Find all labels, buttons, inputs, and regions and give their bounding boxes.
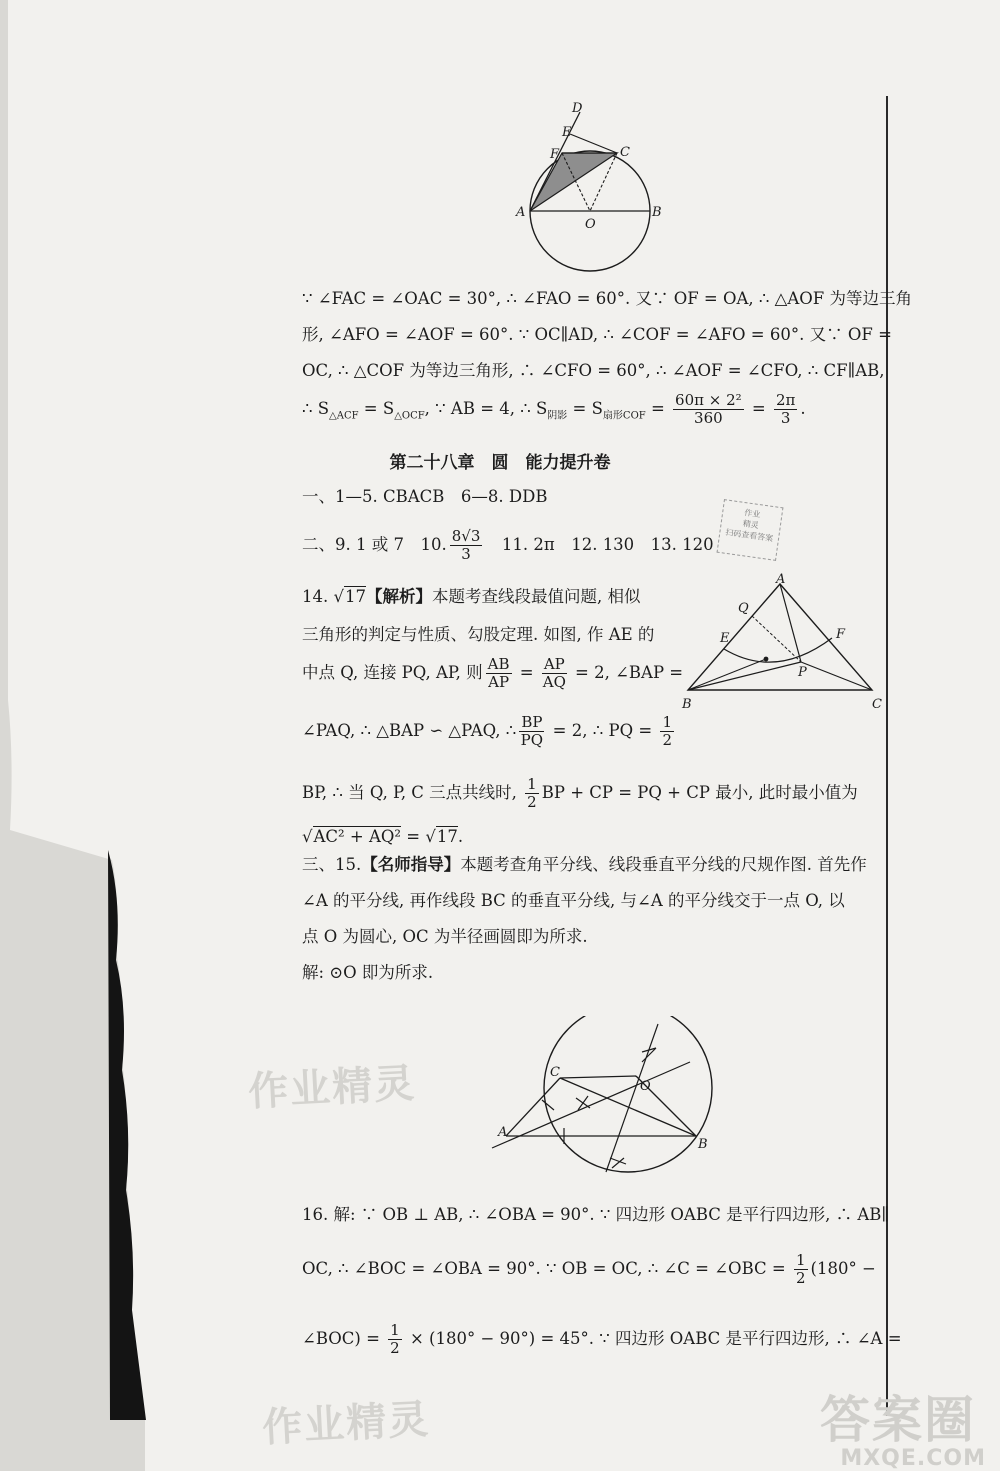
q15-line-1: 三、15.【名师指导】本题考查角平分线、线段垂直平分线的尺规作图. 首先作: [302, 855, 867, 874]
line-bp: [688, 662, 801, 690]
label-a: A: [498, 1125, 508, 1140]
fraction-sector: $\frac{\text{60π × 2²}}{360}$: [675, 391, 742, 427]
label-c: C: [872, 697, 882, 712]
label-c: C: [620, 145, 630, 160]
fraction-result: $\frac{2\pi}{3}$: [775, 391, 796, 427]
label-f: F: [550, 147, 560, 162]
watermark-zuoye-2: 作业精灵: [261, 1396, 432, 1452]
chapter-heading: 第二十八章 圆 能力提升卷: [389, 453, 611, 473]
label-o: O: [640, 1079, 651, 1094]
q14-line-2: 三角形的判定与性质、勾股定理. 如图, 作 AE 的: [302, 625, 655, 644]
label-e: E: [562, 125, 572, 140]
q15-line-2: ∠A 的平分线, 再作线段 BC 的垂直平分线, 与∠A 的平分线交于一点 O, 以: [302, 891, 845, 910]
line-b-mid: [688, 659, 766, 690]
label-b: B: [652, 205, 662, 220]
stamp-mark: 作业 精灵 扫码查看答案: [717, 499, 784, 561]
label-b: B: [698, 1137, 708, 1152]
section-1-answers: 一、1—5. CBACB 6—8. DDB: [302, 487, 548, 506]
figure-construction: [482, 1016, 722, 1188]
dashed-qp: [752, 616, 801, 662]
figure-triangle-arc: [676, 572, 886, 720]
p1-line-3: OC, ∴ △COF 为等边三角形, ∴ ∠CFO = 60°, ∴ ∠AOF = ∠CFO, ∴ CF∥AB,: [302, 361, 885, 380]
line-ce: [570, 134, 617, 153]
label-a: A: [516, 205, 526, 220]
arc-mark-bottom: [610, 1158, 626, 1168]
label-q: Q: [738, 601, 749, 616]
label-a: A: [776, 572, 786, 587]
line-ac: [506, 1078, 560, 1136]
q16-line-2: OC, ∴ ∠BOC = ∠OBA = 90°. ∵ OB = OC, ∴ ∠C = ∠OBC = $\frac{1}{2}$ (180° −: [302, 1251, 876, 1287]
label-f: F: [836, 627, 846, 642]
p1-line-1: ∵ ∠FAC = ∠OAC = 30°, ∴ ∠FAO = 60°. 又∵ OF = OA, ∴ △AOF 为等边三角: [302, 289, 912, 308]
q15-line-3: 点 O 为圆心, OC 为半径画圆即为所求.: [302, 927, 588, 946]
label-p: P: [798, 665, 807, 680]
arc-mark-top: [642, 1048, 656, 1062]
q16-line-3: ∠BOC) = $\frac{1}{2}$ × (180° − 90°) = 45°. ∵ 四边形 OABC 是平行四边形, ∴ ∠A =: [302, 1321, 902, 1357]
label-c: C: [550, 1065, 560, 1080]
point-mid: [764, 657, 769, 662]
section-2-answers: 二、9. 1 或 7 10. $\frac{8√3}{3}$ 11. 2π 12. 130 13. 120: [302, 527, 714, 563]
site-logo-watermark: 答案圈 MXQE.COM: [820, 1391, 986, 1471]
angle-bisector: [492, 1062, 690, 1148]
label-d: D: [572, 101, 583, 116]
arc-ef: [724, 638, 832, 662]
watermark-zuoye-1: 作业精灵: [247, 1060, 418, 1116]
label-b: B: [682, 697, 692, 712]
label-e: E: [720, 631, 730, 646]
q15-line-4: 解: ⊙O 即为所求.: [302, 963, 434, 982]
circle-o: [544, 1016, 712, 1172]
perp-bisector: [606, 1024, 658, 1172]
line-pc: [801, 662, 872, 690]
line-co: [560, 1076, 636, 1078]
figure-circle-shaded: [500, 98, 700, 280]
q14-line-5: BP, ∴ 当 Q, P, C 三点共线时, $\frac{1}{2}$ BP + CP = PQ + CP 最小, 此时最小值为: [302, 775, 858, 811]
tick-ac: [542, 1100, 554, 1110]
scan-dark-edge: [0, 0, 160, 1471]
label-o: O: [585, 217, 596, 232]
q14-line-3: 中点 Q, 连接 PQ, AP, 则 $\frac{AB}{AP}$ = $\frac{AP}{AQ}$ = 2, ∠BAP =: [302, 655, 684, 691]
q16-line-1: 16. 解: ∵ OB ⊥ AB, ∴ ∠OBA = 90°. ∵ 四边形 OABC 是平行四边形, ∴ AB∥: [302, 1205, 890, 1224]
p1-line-4: ∴ $S_{\triangle ACF} = S_{\triangle OCF}$, ∵ AB = 4, ∴ $S_{阴影} = S_{扇形COF}$ = $\frac{\text{60π × 2²}}{360}$ = $\frac{2\pi}{3}$ .: [302, 391, 806, 427]
p1-line-2: 形, ∠AFO = ∠AOF = 60°. ∵ OC∥AD, ∴ ∠COF = ∠AFO = 60°. 又∵ OF =: [302, 325, 892, 344]
q14-line-6: √AC² + AQ² = √17.: [302, 827, 464, 846]
q14-line-1: 14. √17【解析】本题考查线段最值问题, 相似: [302, 587, 641, 606]
q14-line-4: ∠PAQ, ∴ △BAP ∽ △PAQ, ∴ $\frac{BP}{PQ}$ = 2, ∴ PQ = $\frac{1}{2}$: [302, 713, 672, 749]
